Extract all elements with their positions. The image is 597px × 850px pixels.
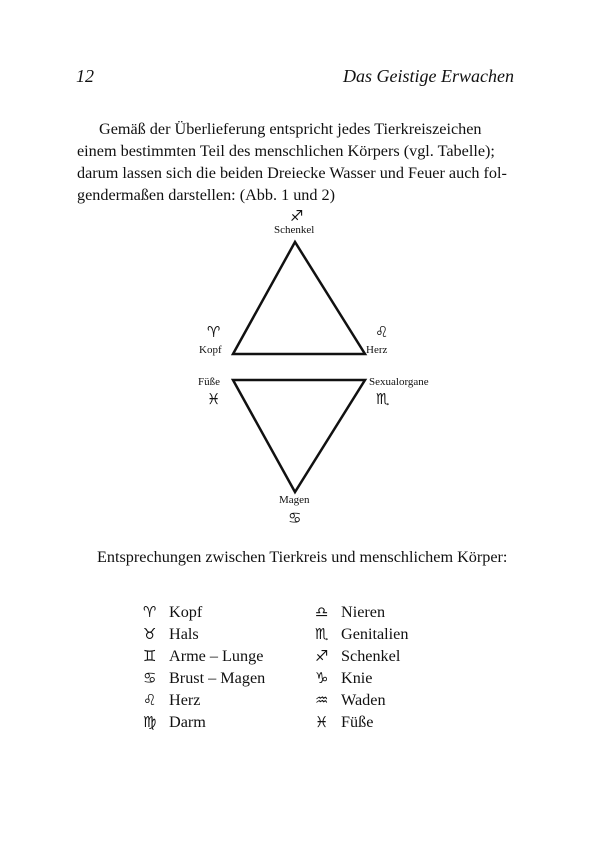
figure-label-magen: Magen: [279, 494, 310, 506]
body-part: Knie: [341, 668, 373, 687]
table-row: [315, 689, 408, 711]
body-part: Genitalien: [341, 624, 409, 643]
body-part: Waden: [341, 690, 386, 709]
libra-icon: ♎: [315, 603, 329, 621]
body-part: Brust – Magen: [169, 668, 266, 687]
table-row: [315, 711, 408, 733]
intro-line: gendermaßen darstellen: (Abb. 1 und 2): [77, 186, 336, 204]
running-title: Das Geistige Erwachen: [343, 66, 514, 86]
aries-icon: ♈: [207, 323, 221, 341]
table-column-right: [315, 601, 408, 733]
intro-paragraph: [77, 118, 514, 206]
intro-line: Gemäß der Überlieferung entspricht jedes Tierkreiszeichen: [99, 120, 482, 138]
table-column-left: [143, 601, 265, 733]
leo-icon: ♌: [375, 323, 389, 341]
table-row: [315, 667, 408, 689]
body-part: Hals: [169, 624, 199, 643]
table-row: [143, 645, 265, 667]
table-row: [315, 645, 408, 667]
figure-label-schenkel: Schenkel: [274, 224, 315, 236]
taurus-icon: ♉: [143, 625, 157, 643]
cancer-icon: ♋: [288, 509, 302, 527]
water-triangle: [233, 380, 365, 492]
figure-label-kopf: Kopf: [199, 344, 222, 356]
intro-line: darum lassen sich die beiden Dreiecke Wasser und Feuer auch fol-: [77, 164, 507, 182]
figure-label-herz: Herz: [366, 344, 388, 356]
body-part: Arme – Lunge: [169, 646, 264, 665]
zodiac-triangles-figure: [190, 204, 429, 534]
cancer-icon: ♋: [143, 669, 157, 687]
pisces-icon: ♓: [315, 713, 329, 731]
triangles-drawing: [190, 204, 420, 534]
table-row: [143, 667, 265, 689]
body-part: Füße: [341, 712, 374, 731]
table-row: [143, 711, 265, 733]
sagittarius-icon: ♐: [315, 647, 329, 665]
body-part: Kopf: [169, 602, 203, 621]
table-row: [315, 623, 408, 645]
virgo-icon: ♍: [143, 713, 157, 731]
body-part: Darm: [169, 712, 206, 731]
intro-line: einem bestimmten Teil des menschlichen Körpers (vgl. Tabelle);: [77, 142, 495, 160]
leo-icon: ♌: [143, 691, 157, 709]
pisces-icon: ♓: [207, 390, 221, 408]
capricorn-icon: ♑: [315, 669, 329, 687]
figure-label-sexualorgane: Sexualorgane: [369, 376, 429, 388]
scorpio-icon: ♏: [315, 625, 329, 643]
scorpio-icon: ♏: [376, 390, 390, 408]
fire-triangle: [233, 242, 365, 354]
table-caption: Entsprechungen zwischen Tierkreis und menschlichem Körper:: [97, 548, 508, 566]
table-row: [143, 601, 265, 623]
aries-icon: ♈: [143, 603, 157, 621]
table-row: [143, 623, 265, 645]
sagittarius-icon: ♐: [290, 207, 304, 225]
body-part: Nieren: [341, 602, 386, 621]
aquarius-icon: ♒: [315, 691, 329, 709]
figure-label-fuesse: Füße: [198, 376, 220, 388]
gemini-icon: ♊: [143, 647, 157, 665]
table-row: [143, 689, 265, 711]
body-part: Schenkel: [341, 646, 401, 665]
body-part: Herz: [169, 690, 201, 709]
page-number: 12: [76, 66, 94, 86]
table-row: [315, 601, 408, 623]
